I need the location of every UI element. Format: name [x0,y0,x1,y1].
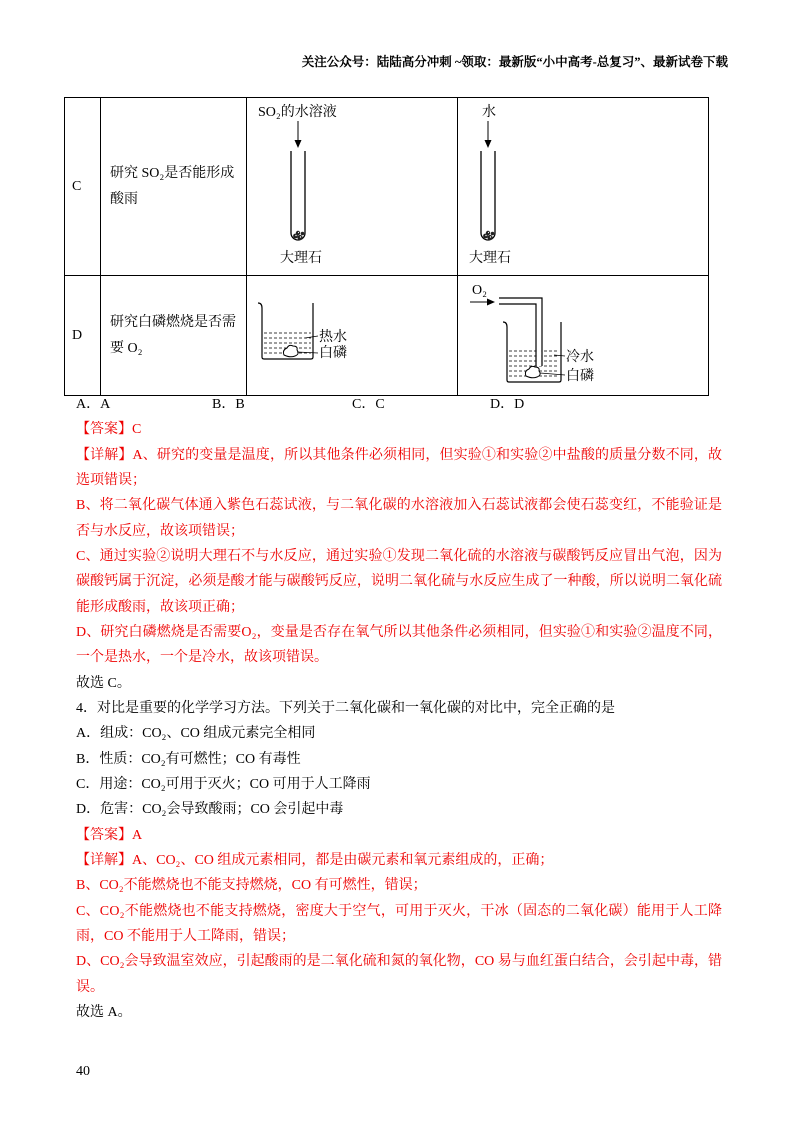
beaker-with-gas-tube-illustration [458,276,708,395]
row-d-purpose [101,276,247,396]
q3-conclusion: 故选 C。 [76,675,131,691]
test-tube [291,151,305,240]
solid-label: 白磷 [319,346,347,361]
q3-explanation-line: 否与水反应，故该项错误； [76,523,244,539]
q4-stem: 4．对比是重要的化学学习方法。下列关于二氧化碳和一氧化碳的对比中，完全正确的是 [76,700,615,716]
row-d-purpose-line-2: 要 O₂ [110,340,143,356]
row-c-purpose [101,98,247,276]
down-arrow-icon [295,121,302,148]
page-number: 40 [76,1064,90,1079]
q4-choice-a: A．组成：CO₂、CO 组成元素完全相同 [76,726,316,742]
q3-explanation-line: 选项错误； [76,472,146,488]
reagent-label: 水 [482,105,496,120]
tube-interior [537,346,542,366]
q3-explanation-line: 一个是热水，一个是冷水，故该项错误。 [76,650,328,666]
q4-choice-b: B．性质：CO₂有可燃性；CO 有毒性 [76,751,301,767]
beaker-illustration [247,276,457,395]
q3-explanation-line: 碳酸钙属于沉淀，必须是酸才能与碳酸钙反应，说明二氧化硫与水反应生成了一种酸，所以说明二氧化硫 [76,574,723,590]
q4-explanation-line: 雨，CO 不能用于人工降雨，错误； [76,928,295,944]
test-tube [481,151,495,240]
row-c-purpose-line-2: 酸雨 [110,191,138,207]
solid-label: 大理石 [280,251,322,266]
q4-explanation-line: D、CO₂会导致温室效应，引起酸雨的是二氧化硫和氮的氧化物，CO 易与血红蛋白结合，会引起中毒，错 [76,954,723,970]
row-c-label: C [65,98,101,276]
row-c-experiment-1 [247,98,458,276]
q3-choice-b: B．B [212,397,245,412]
row-d-purpose-line-1: 研究白磷燃烧是否需 [110,314,236,330]
test-tube-illustration [247,98,457,275]
document-body [76,392,736,1025]
q3-explanation-line: 能形成酸雨，故该项正确； [76,599,244,615]
down-arrow-icon [485,121,492,148]
solid-label: 白磷 [566,369,594,384]
q4-conclusion: 故选 A。 [76,1004,132,1020]
right-arrow-icon [470,299,495,306]
row-d-experiment-1 [247,276,458,396]
reagent-label: SO₂的水溶液 [258,105,337,120]
q4-choice-c: C．用途：CO₂可用于灭火；CO 可用于人工降雨 [76,776,371,792]
q3-explanation-line: B、将二氧化碳气体通入紫色石蕊试液，与二氧化碳的水溶液加入石蕊试液都会使石蕊变红，不能验证是 [76,498,723,514]
row-c-experiment-2 [458,98,709,276]
q3-choices [76,392,524,417]
q3-explanation-line: 【详解】A、研究的变量是温度，所以其他条件必须相同，但实验①和实验②中盐酸的质量分数不同，故 [76,447,723,463]
q4-explanation-line: 误。 [76,979,104,995]
q4-explanation-line: B、CO₂不能燃烧也不能支持燃烧，CO 有可燃性，错误； [76,878,427,894]
q4-explanation-line: C、CO₂不能燃烧也不能支持燃烧，密度大于空气，可用于灭火，干冰（固态的二氧化碳）能用于人工降 [76,903,723,919]
q3-choice-d: D．D [490,397,525,412]
solid-label: 大理石 [469,251,511,266]
leader-lines [297,336,318,353]
q4-explanation-line: 【详解】A、CO₂、CO 组成元素相同，都是由碳元素和氧元素组成的，正确； [76,852,554,868]
row-d-label: D [65,276,101,396]
q3-choice-c: C．C [352,397,385,412]
q3-choice-a: A．A [76,397,111,412]
page-header: 关注公众号：陆陆高分冲刺 ~领取：最新版“小中高考-总复习”、最新试卷下载 [301,55,728,69]
white-phosphorus [283,345,298,356]
liquid-label: 热水 [319,330,347,345]
q3-explanation-line: D、研究白磷燃烧是否需要O₂，变量是否存在氧气所以其他条件必须相同，但实验①和实验②温度不同， [76,624,723,640]
gas-label: O₂ [472,283,487,298]
q3-answer: 【答案】C [76,422,142,438]
experiment-table [64,97,709,396]
q4-answer: 【答案】A [76,827,143,843]
row-c-purpose-line-1: 研究 SO₂是否能形成 [110,165,235,181]
white-phosphorus [525,366,540,377]
row-d-experiment-2 [458,276,709,396]
test-tube-illustration [458,98,708,275]
q4-choice-d: D．危害：CO₂会导致酸雨；CO 会引起中毒 [76,802,344,818]
q3-explanation-line: C、通过实验②说明大理石不与水反应，通过实验①发现二氧化硫的水溶液与碳酸钙反应冒出气泡，因为 [76,548,723,564]
liquid-label: 冷水 [566,350,594,365]
